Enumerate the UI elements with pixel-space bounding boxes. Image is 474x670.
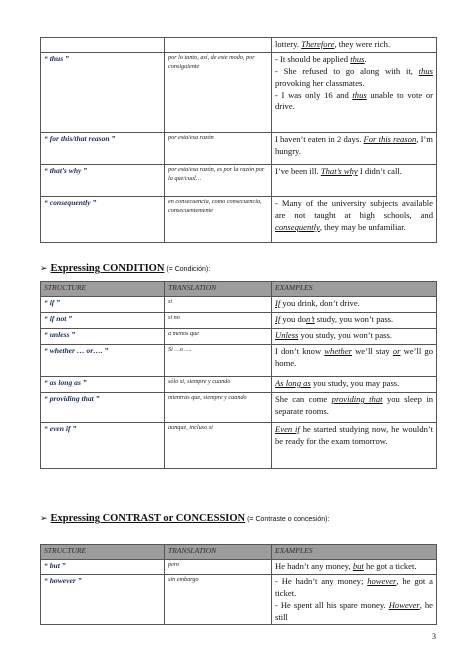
column-header: TRANSLATION	[165, 282, 272, 297]
connector-highlight: If	[275, 314, 281, 324]
structure-cell: “ unless ”	[41, 329, 165, 345]
structure-cell: “ if not ”	[41, 313, 165, 329]
connector-highlight: providing that	[331, 394, 383, 404]
structure-cell: “ but ”	[41, 560, 165, 575]
column-header: EXAMPLES	[272, 545, 437, 560]
example-text: - She refused to go along with it,	[275, 65, 419, 76]
arrow-bullet-icon: ➢	[40, 513, 48, 523]
example-sentence	[275, 298, 433, 310]
translation-cell: por lo tanto, así, de este modo, por consiguiente	[165, 53, 272, 133]
structure-cell: “ if ”	[41, 297, 165, 313]
structure-cell: “ that’s why ”	[41, 165, 165, 197]
example-text: I’ve been ill.	[275, 166, 321, 176]
column-header: STRUCTURE	[41, 545, 165, 560]
connector-highlight: However	[388, 599, 420, 610]
translation-cell: Si …o ….	[165, 345, 272, 377]
example-text: , they were rich.	[334, 39, 391, 49]
column-header: TRANSLATION	[165, 545, 272, 560]
structure-cell: “ thus ”	[41, 53, 165, 133]
page-number: 3	[432, 632, 436, 641]
examples-cell	[272, 560, 437, 575]
example-text: you sleep in separate rooms.	[275, 394, 434, 416]
arrow-bullet-icon: ➢	[40, 263, 48, 273]
connector-highlight: thus	[418, 65, 433, 76]
example-text: we’ll go home.	[275, 346, 433, 368]
examples-cell	[272, 313, 437, 329]
example-text: you study, you may pass.	[310, 378, 400, 388]
example-sentence	[275, 166, 433, 178]
structure-cell: “ even if ”	[41, 423, 165, 469]
example-text: he got a ticket.	[363, 561, 417, 571]
example-sentence	[275, 54, 433, 66]
examples-cell	[272, 423, 437, 469]
translation-cell: pero	[165, 560, 272, 575]
examples-cell	[272, 575, 437, 625]
structure-cell: “ as long as ”	[41, 377, 165, 393]
example-text: , I’m hungry.	[275, 134, 433, 156]
example-text: provoking her classmates.	[275, 77, 365, 88]
example-text: She can come	[275, 394, 332, 404]
examples-cell	[272, 38, 437, 53]
translation-cell: a menos que	[165, 329, 272, 345]
examples-cell	[272, 53, 437, 133]
table-row	[41, 165, 437, 197]
example-text: , he got a ticket.	[275, 576, 433, 598]
example-text: you drink, don’t drive.	[280, 298, 360, 308]
table-row	[41, 197, 437, 243]
example-sentence	[275, 346, 433, 370]
example-sentence	[275, 424, 433, 448]
connector-highlight: or	[392, 346, 401, 356]
table-row	[41, 560, 437, 575]
connectors-table-condition	[40, 281, 437, 469]
examples-cell	[272, 197, 437, 243]
table-header-row	[41, 545, 437, 560]
column-header: EXAMPLES	[272, 282, 437, 297]
table-row	[41, 297, 437, 313]
example-text: study, you won’t pass.	[314, 314, 394, 324]
structure-cell: “ consequently ”	[41, 197, 165, 243]
example-sentence	[275, 576, 433, 600]
example-text: I didn’t call.	[357, 166, 402, 176]
examples-cell	[272, 345, 437, 377]
example-sentence	[275, 90, 433, 114]
structure-cell: “ providing that ”	[41, 393, 165, 423]
table-row	[41, 377, 437, 393]
connector-highlight: Therefore	[301, 39, 335, 49]
structure-cell: “ for this/that reason ”	[41, 133, 165, 165]
translation-cell: mientras que, siempre y cuando	[165, 393, 272, 423]
example-sentence	[275, 314, 433, 326]
example-sentence	[275, 394, 433, 418]
structure-cell	[41, 38, 165, 53]
connector-highlight: For this reason	[363, 134, 417, 144]
structure-cell: “ however ”	[41, 575, 165, 625]
example-text: , they may be unfamiliar.	[319, 221, 406, 232]
examples-cell	[272, 377, 437, 393]
example-sentence	[275, 378, 433, 390]
section-heading-contrast: ➢ Expressing CONTRAST or CONCESSION (= Contraste o concesión):	[40, 513, 330, 524]
table-row	[41, 53, 437, 133]
connector-highlight: That’s why	[320, 166, 358, 176]
column-header: STRUCTURE	[41, 282, 165, 297]
connector-highlight: however	[367, 576, 397, 586]
translation-cell: por esta/esa razón	[165, 133, 272, 165]
connector-highlight: but	[352, 561, 364, 571]
example-text: I don’t know	[275, 346, 325, 356]
translation-cell: aunque, incluso si	[165, 423, 272, 469]
example-sentence	[275, 330, 433, 342]
translation-cell: si no	[165, 313, 272, 329]
table-row	[41, 423, 437, 469]
table-row	[41, 575, 437, 625]
examples-cell	[272, 133, 437, 165]
example-text: lottery.	[275, 39, 302, 49]
example-text: you do	[280, 314, 307, 324]
connector-highlight: As long as	[275, 378, 311, 388]
connectors-table-consequence	[40, 37, 437, 243]
table-row	[41, 329, 437, 345]
table-row	[41, 393, 437, 423]
translation-cell: sólo si, siempre y cuando	[165, 377, 272, 393]
connector-highlight: thus	[350, 54, 365, 64]
example-text: - He hadn’t any money;	[275, 576, 368, 586]
connector-highlight: n’t	[306, 314, 315, 324]
translation-cell	[165, 38, 272, 53]
example-sentence	[275, 198, 433, 234]
example-text: you study, you won’t pass.	[298, 330, 392, 340]
example-sentence	[275, 66, 433, 90]
connectors-table-contrast	[40, 544, 437, 625]
example-text: we’ll stay	[351, 346, 393, 356]
table-row	[41, 38, 437, 53]
connector-highlight: If	[275, 298, 281, 308]
example-text: - Many of the university subjects available are not taught at high schools, and	[275, 198, 433, 220]
connector-highlight: thus	[352, 89, 367, 100]
example-text: - I was only 16 and	[275, 89, 353, 100]
table-row	[41, 313, 437, 329]
connector-highlight: whether	[324, 346, 352, 356]
example-sentence	[275, 600, 433, 624]
structure-cell: “ whether … or…. ”	[41, 345, 165, 377]
example-text: I haven’t eaten in 2 days.	[275, 134, 364, 144]
table-row	[41, 133, 437, 165]
example-sentence	[275, 134, 433, 158]
section-heading-condition: ➢ Expressing CONDITION (= Condición):	[40, 263, 211, 274]
example-text: he started studying now, he wouldn’t be ready for the exam tomorrow.	[275, 424, 434, 446]
example-text: He hadn’t any money,	[275, 561, 353, 571]
connector-highlight: Unless	[275, 330, 299, 340]
translation-cell: si	[165, 297, 272, 313]
examples-cell	[272, 393, 437, 423]
connector-highlight: consequently	[275, 221, 320, 232]
translation-cell: en consecuencia, como consecuencia, consecuentemente	[165, 197, 272, 243]
translation-cell: por esta/esa razón, es por la razón por la que/cual…	[165, 165, 272, 197]
example-sentence	[275, 561, 433, 573]
example-text: - It should be applied	[275, 54, 351, 64]
examples-cell	[272, 329, 437, 345]
example-text: , he still	[275, 599, 433, 622]
example-text: unable to vote or drive.	[275, 89, 433, 112]
example-text: - He spent all his spare money.	[275, 599, 389, 610]
connector-highlight: Even if	[275, 424, 300, 434]
example-sentence	[275, 39, 433, 51]
examples-cell	[272, 165, 437, 197]
examples-cell	[272, 297, 437, 313]
table-header-row	[41, 282, 437, 297]
table-row	[41, 345, 437, 377]
translation-cell: sin embargo	[165, 575, 272, 625]
example-text: .	[364, 54, 367, 64]
